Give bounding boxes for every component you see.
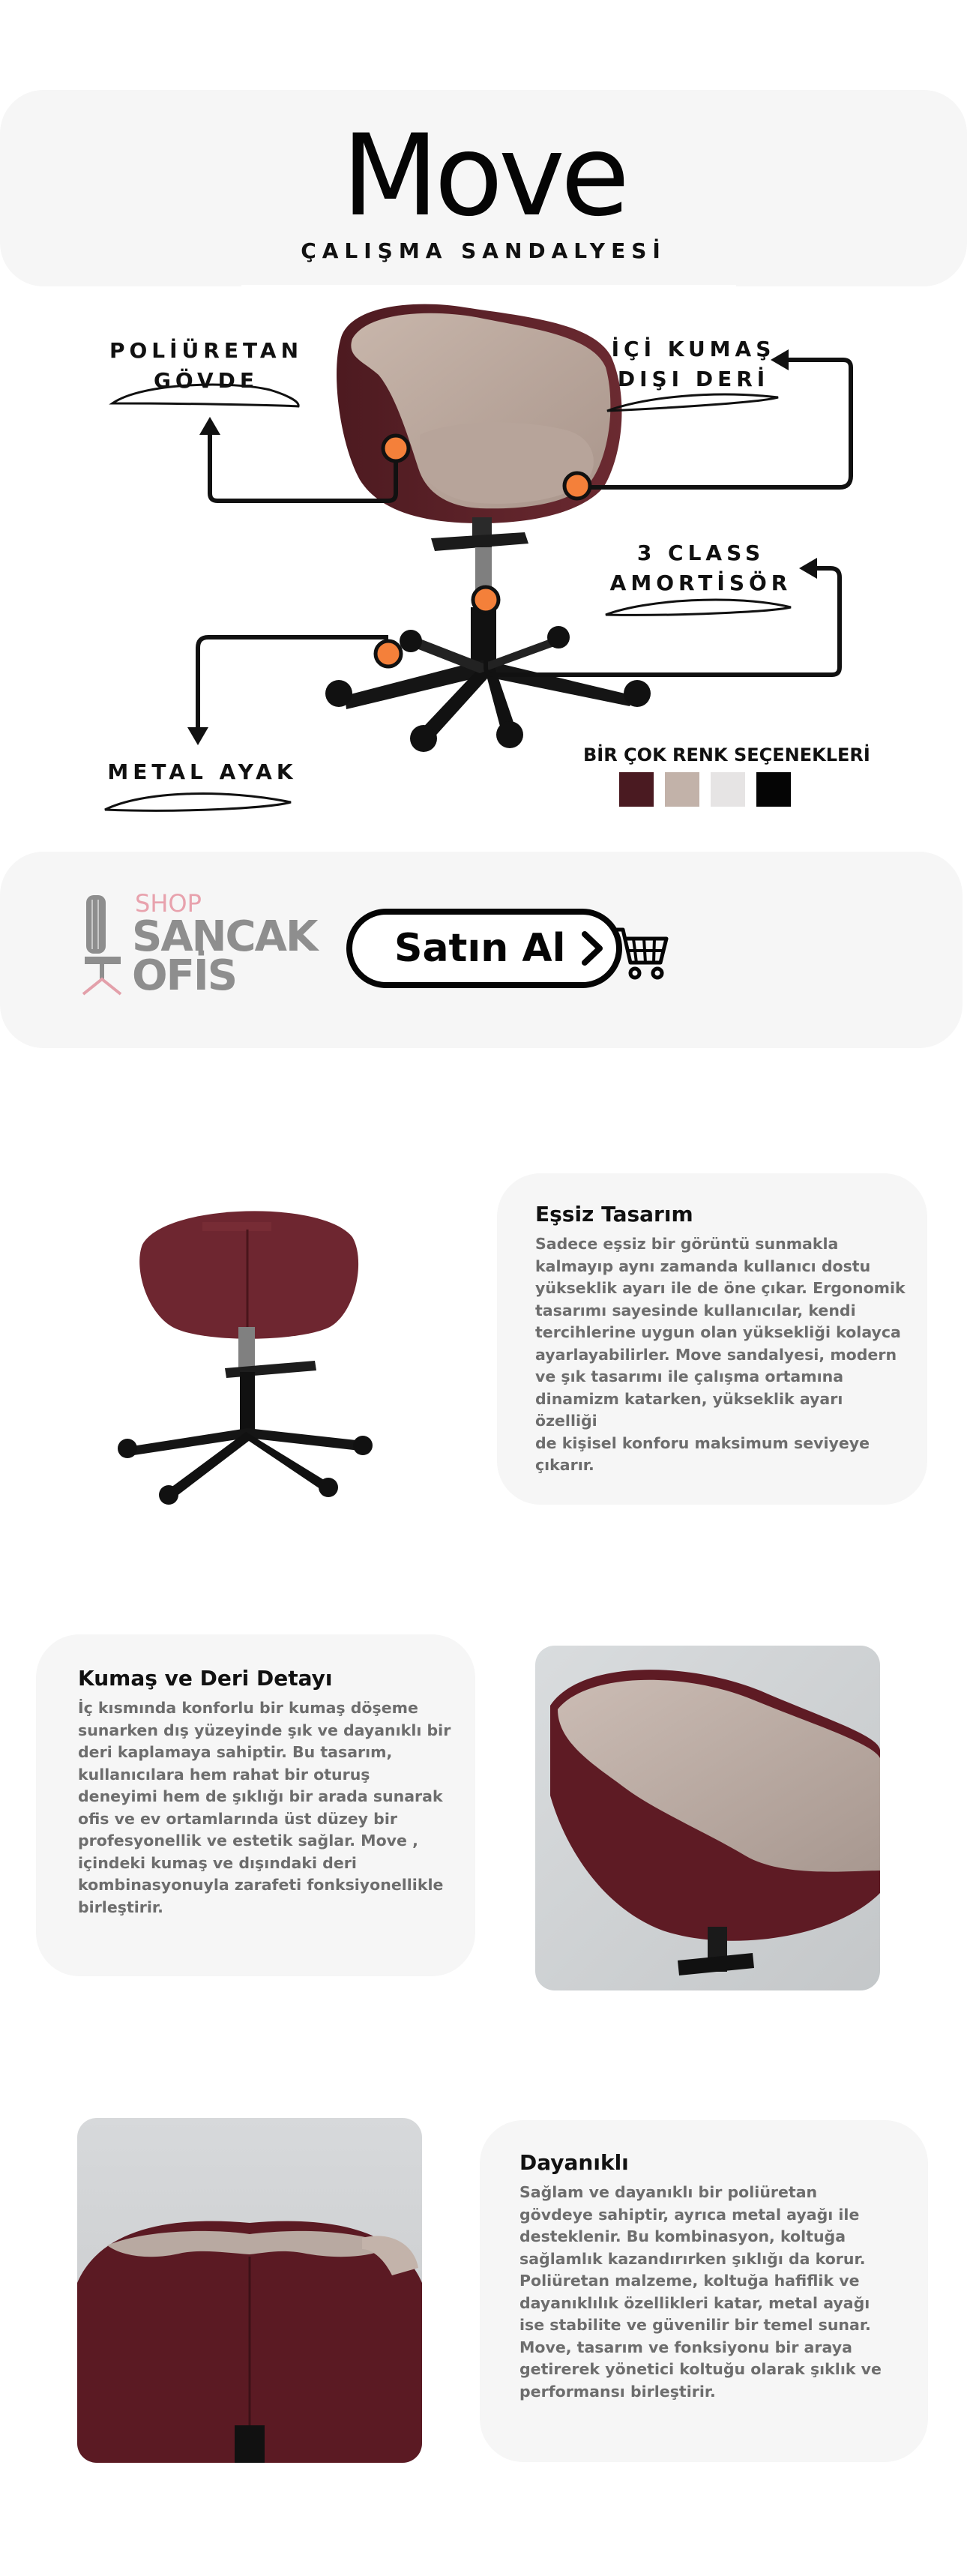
brand-chair-icon <box>79 892 127 997</box>
caster-3 <box>410 725 437 752</box>
callout-base-label: METAL AYAK <box>107 759 298 784</box>
feature-title-durable: Dayanıklı <box>519 2150 629 2175</box>
marker-body <box>383 436 409 461</box>
color-options-title: BİR ÇOK RENK SEÇENEKLERİ <box>583 744 870 765</box>
arrow-body <box>199 417 220 435</box>
caster-4 <box>496 721 523 748</box>
buy-button-label: Satın Al <box>394 926 566 971</box>
swash-base <box>105 794 291 811</box>
caster-2 <box>624 680 651 707</box>
chevron-right-icon <box>579 930 606 967</box>
caster-6 <box>547 626 570 648</box>
callout-fabric-label <box>592 334 795 394</box>
feature-title-fabric-leather: Kumaş ve Deri Detayı <box>78 1666 333 1691</box>
product-subtitle: ÇALIŞMA SANDALYESİ <box>301 238 666 263</box>
callout-fabric-line2: DIŞI DERİ <box>617 367 770 391</box>
marker-fabric <box>564 473 590 499</box>
durability-photo <box>77 2118 422 2463</box>
feature-title-unique-design: Eşsiz Tasarım <box>535 1202 693 1227</box>
brand-name-line2: OFİS <box>132 951 237 1000</box>
feature-body-unique-design: Sadece eşsiz bir görüntü sunmakla kalmayıp aynı zamanda kullanıcı dostu yükseklik ayarı ile de öne çıkar. Ergonomik tasarımı sayesinde kullanıcılar, kendi tercihlerine uygun olan yüksekliği kolayca ayarlayabilirler. Move sandalyesi, modern ve şık tasarımı ile çalışma ortamına dinamizm katarken, yükseklik ayarı özelliği de kişisel konforu maksimum seviyeye çıkarır. <box>535 1235 906 1474</box>
callout-body-line1: POLİÜRETAN <box>109 338 304 363</box>
marker-shock <box>473 587 498 613</box>
swatch-beige[interactable] <box>665 772 699 807</box>
caster-1 <box>325 680 352 707</box>
brand-shop-text: SHOP <box>135 889 202 918</box>
callout-shock-line1: 3 CLASS <box>636 541 765 565</box>
callout-shock-label <box>600 538 802 598</box>
product-title: Move <box>341 111 626 241</box>
swatch-black[interactable] <box>756 772 791 807</box>
feature-body-fabric-leather: İç kısmında konforlu bir kumaş döşeme sunarken dış yüzeyinde şık ve dayanıklı bir deri kaplamaya sahiptir. Bu tasarım, kullanıcılara hem rahat bir oturuş deneyimi hem de şıklığı bir arada sunarak ofis ve ev ortamlarında üst düzey bir profesyonellik ve estetik sağlar. Move , içindeki kumaş ve dışındaki deri kombinasyonuyla zarafeti fonksiyonellikle birleştirir. <box>78 1699 451 1916</box>
fabric-detail-photo <box>535 1646 880 1990</box>
marker-base <box>376 641 401 666</box>
callout-shock-line2: AMORTİSÖR <box>609 571 792 595</box>
caster-5 <box>400 630 422 652</box>
swatch-light-grey[interactable] <box>711 772 745 807</box>
arrow-base <box>187 727 208 745</box>
callout-body-line2: GÖVDE <box>153 368 259 393</box>
chair-rear-photo <box>75 1177 424 1507</box>
cart-icon[interactable] <box>611 924 671 984</box>
callout-body-label <box>105 336 307 396</box>
feature-body-durable: Sağlam ve dayanıklı bir poliüretan gövdeye sahiptir, ayrıca metal ayağı ile desteklenir. Bu kombinasyon, koltuğa sağlamlık kazandırırken şıklığı da korur. Poliüretan malzeme, koltuğa hafiflik ve dayanıklılık özellikleri katar, metal ayağı ise stabilite ve güvenilir bir temel sunar. Move, tasarım ve fonksiyonu bir araya getirerek yönetici koltuğu olarak şıklık ve performansı birleştirir. <box>519 2183 882 2401</box>
callout-fabric-line1: İÇİ KUMAŞ <box>611 337 776 361</box>
brand-name-line1: SANCAK <box>132 912 317 961</box>
swatch-burgundy[interactable] <box>619 772 654 807</box>
